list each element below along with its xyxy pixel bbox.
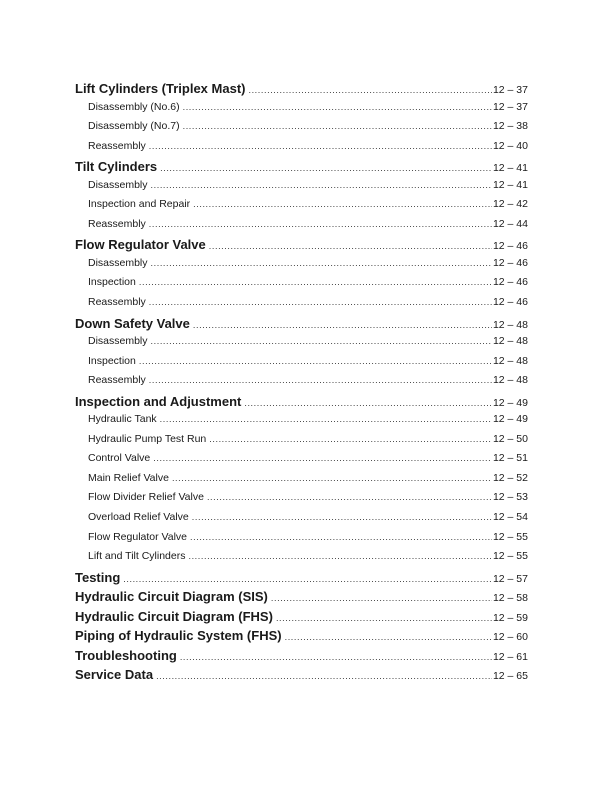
dot-leader xyxy=(151,180,492,190)
toc-subsection-entry[interactable] xyxy=(75,531,528,551)
dot-leader xyxy=(209,434,492,444)
toc-subsection-entry[interactable] xyxy=(75,335,528,355)
toc-subsection-entry[interactable] xyxy=(75,140,528,160)
toc-section-entry[interactable] xyxy=(75,589,528,609)
toc-subsection-entry[interactable] xyxy=(75,257,528,277)
dot-leader xyxy=(183,102,492,112)
toc-page-number: 12 – 37 xyxy=(492,100,528,113)
dot-leader xyxy=(151,258,492,268)
dot-leader xyxy=(193,320,492,330)
toc-subsection-entry[interactable] xyxy=(75,472,528,492)
toc-section-entry[interactable] xyxy=(75,316,528,336)
toc-entry-label: Overload Relief Valve xyxy=(88,511,189,524)
dot-leader xyxy=(149,375,492,385)
toc-subsection-entry[interactable] xyxy=(75,355,528,375)
toc-entry-label: Disassembly (No.6) xyxy=(88,100,180,113)
toc-subsection-entry[interactable] xyxy=(75,452,528,472)
toc-entry-label: Troubleshooting xyxy=(75,647,177,663)
toc-section-entry[interactable] xyxy=(75,81,528,101)
toc-entry-label: Piping of Hydraulic System (FHS) xyxy=(75,628,282,644)
dot-leader xyxy=(192,512,492,522)
toc-entry-label: Hydraulic Pump Test Run xyxy=(88,432,207,445)
toc-section-entry[interactable] xyxy=(75,159,528,179)
toc-entry-label: Inspection xyxy=(88,276,136,289)
toc-page-number: 12 – 58 xyxy=(492,592,528,605)
toc-section-entry[interactable] xyxy=(75,667,528,687)
toc-entry-label: Hydraulic Tank xyxy=(88,413,157,426)
toc-page-number: 12 – 50 xyxy=(492,432,528,445)
dot-leader xyxy=(248,85,491,95)
toc-subsection-entry[interactable] xyxy=(75,276,528,296)
dot-leader xyxy=(285,632,492,642)
toc-page-number: 12 – 48 xyxy=(492,354,528,367)
toc-section-entry[interactable] xyxy=(75,237,528,257)
toc-subsection-entry[interactable] xyxy=(75,218,528,238)
toc-entry-label: Inspection and Repair xyxy=(88,198,191,211)
toc-page-number: 12 – 42 xyxy=(492,198,528,211)
dot-leader xyxy=(207,492,492,502)
toc-entry-label: Hydraulic Circuit Diagram (SIS) xyxy=(75,589,268,605)
dot-leader xyxy=(151,336,492,346)
toc-page-number: 12 – 46 xyxy=(492,240,528,253)
toc-entry-label: Hydraulic Circuit Diagram (FHS) xyxy=(75,608,273,624)
toc-page-number: 12 – 55 xyxy=(492,530,528,543)
toc-entry-label: Main Relief Valve xyxy=(88,471,169,484)
toc-section-entry[interactable] xyxy=(75,648,528,668)
toc-page-number: 12 – 51 xyxy=(492,452,528,465)
toc-subsection-entry[interactable] xyxy=(75,179,528,199)
dot-leader xyxy=(209,241,492,251)
dot-leader xyxy=(172,473,492,483)
toc-page-number: 12 – 65 xyxy=(492,670,528,683)
toc-entry-label: Service Data xyxy=(75,667,154,683)
toc-entry-label: Down Safety Valve xyxy=(75,315,190,331)
toc-subsection-entry[interactable] xyxy=(75,491,528,511)
dot-leader xyxy=(149,297,492,307)
toc-subsection-entry[interactable] xyxy=(75,198,528,218)
toc-page-number: 12 – 46 xyxy=(492,256,528,269)
dot-leader xyxy=(160,163,492,173)
toc-section-entry[interactable] xyxy=(75,394,528,414)
toc-page-number: 12 – 37 xyxy=(492,84,528,96)
toc-page-number: 12 – 55 xyxy=(492,550,528,563)
dot-leader xyxy=(271,593,492,603)
dot-leader xyxy=(244,398,492,408)
toc-entry-label: Disassembly (No.7) xyxy=(88,120,180,133)
toc-page-number: 12 – 54 xyxy=(492,511,528,524)
toc-entry-label: Flow Regulator Valve xyxy=(75,237,206,253)
toc-entry-label: Lift and Tilt Cylinders xyxy=(88,550,186,563)
toc-subsection-entry[interactable] xyxy=(75,413,528,433)
toc-page-number: 12 – 59 xyxy=(492,611,528,624)
toc-entry-label: Testing xyxy=(75,569,121,585)
toc-page-number: 12 – 44 xyxy=(492,217,528,230)
toc-entry-label: Flow Regulator Valve xyxy=(88,530,188,543)
dot-leader xyxy=(139,277,492,287)
table-of-contents xyxy=(75,81,528,687)
dot-leader xyxy=(149,219,492,229)
toc-entry-label: Disassembly xyxy=(88,335,148,348)
toc-page-number: 12 – 53 xyxy=(492,491,528,504)
toc-entry-label: Reassembly xyxy=(88,374,146,387)
toc-section-entry[interactable] xyxy=(75,609,528,629)
dot-leader xyxy=(190,532,492,542)
dot-leader xyxy=(123,574,492,584)
toc-page-number: 12 – 52 xyxy=(492,471,528,484)
dot-leader xyxy=(149,141,492,151)
toc-entry-label: Reassembly xyxy=(88,296,146,309)
toc-page-number: 12 – 49 xyxy=(492,413,528,426)
toc-page-number: 12 – 38 xyxy=(492,120,528,133)
toc-subsection-entry[interactable] xyxy=(75,296,528,316)
toc-entry-label: Inspection xyxy=(88,354,136,367)
toc-page-number: 12 – 46 xyxy=(492,296,528,309)
toc-entry-label: Disassembly xyxy=(88,178,148,191)
dot-leader xyxy=(276,613,492,623)
toc-subsection-entry[interactable] xyxy=(75,550,528,570)
toc-page-number: 12 – 48 xyxy=(492,318,528,331)
dot-leader xyxy=(156,671,492,681)
dot-leader xyxy=(188,551,491,561)
toc-entry-label: Tilt Cylinders xyxy=(75,159,158,175)
toc-section-entry[interactable] xyxy=(75,570,528,590)
dot-leader xyxy=(183,121,492,131)
toc-page-number: 12 – 40 xyxy=(492,139,528,152)
toc-entry-label: Reassembly xyxy=(88,139,146,152)
toc-entry-label: Lift Cylinders (Triplex Mast) xyxy=(75,81,246,96)
toc-entry-label: Disassembly xyxy=(88,256,148,269)
toc-page-number: 12 – 41 xyxy=(492,178,528,191)
toc-subsection-entry[interactable] xyxy=(75,374,528,394)
toc-page-number: 12 – 61 xyxy=(492,650,528,663)
dot-leader xyxy=(193,199,492,209)
toc-section-entry[interactable] xyxy=(75,628,528,648)
toc-entry-label: Control Valve xyxy=(88,452,151,465)
toc-entry-label: Reassembly xyxy=(88,217,146,230)
dot-leader xyxy=(139,356,492,366)
dot-leader xyxy=(180,652,492,662)
toc-page-number: 12 – 60 xyxy=(492,631,528,644)
toc-subsection-entry[interactable] xyxy=(75,511,528,531)
toc-page-number: 12 – 48 xyxy=(492,374,528,387)
toc-subsection-entry[interactable] xyxy=(75,433,528,453)
dot-leader xyxy=(153,453,492,463)
toc-subsection-entry[interactable] xyxy=(75,101,528,121)
toc-page-number: 12 – 49 xyxy=(492,396,528,409)
toc-page-number: 12 – 41 xyxy=(492,162,528,175)
toc-subsection-entry[interactable] xyxy=(75,120,528,140)
toc-page-number: 12 – 46 xyxy=(492,276,528,289)
dot-leader xyxy=(160,414,492,424)
toc-page-number: 12 – 48 xyxy=(492,335,528,348)
toc-page-number: 12 – 57 xyxy=(492,572,528,585)
toc-entry-label: Flow Divider Relief Valve xyxy=(88,491,204,504)
toc-entry-label: Inspection and Adjustment xyxy=(75,393,242,409)
